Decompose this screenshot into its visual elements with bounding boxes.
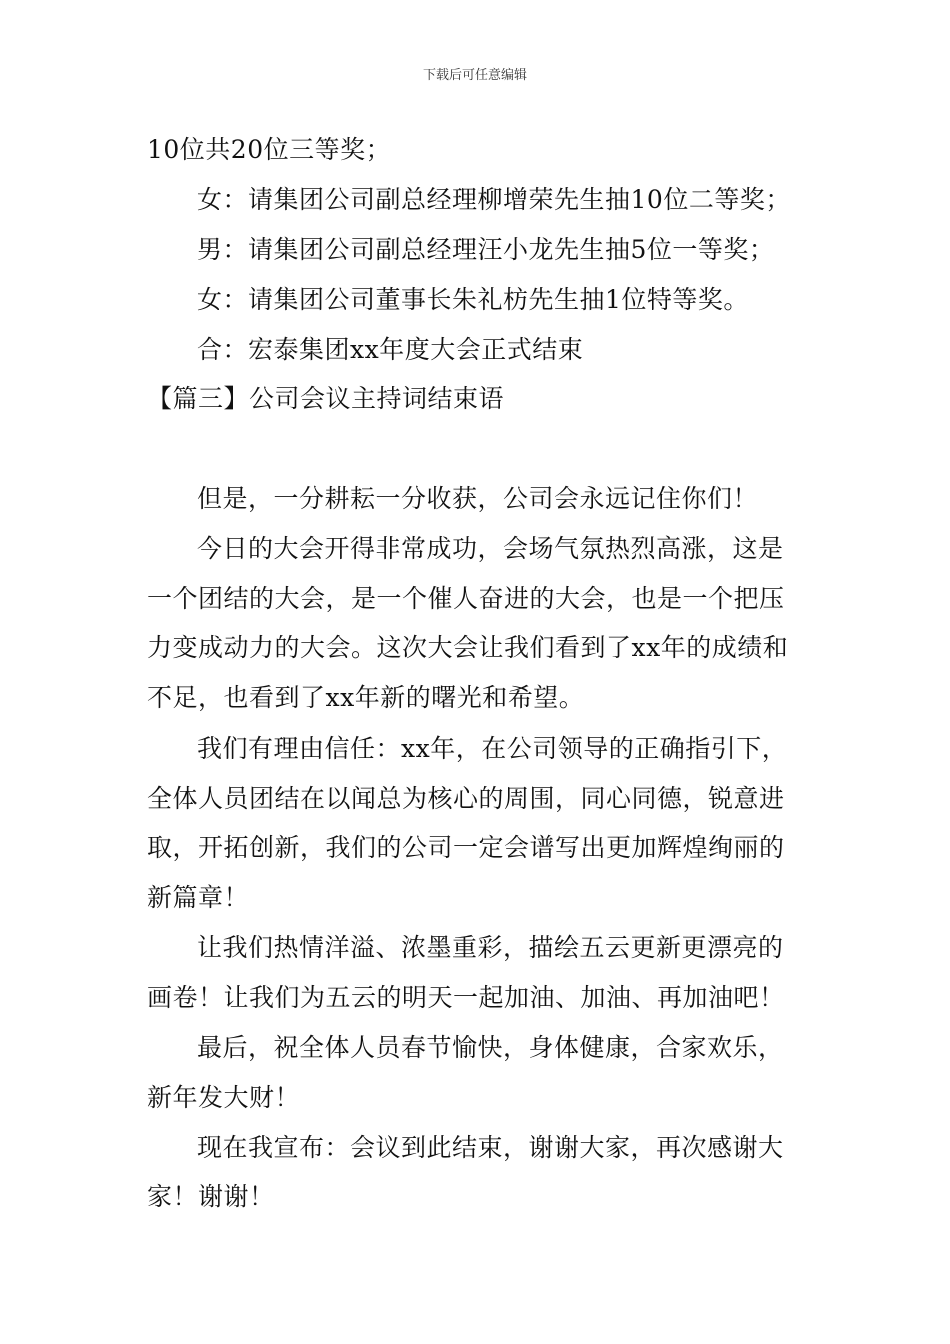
text-line: 今日的大会开得非常成功，会场气氛热烈高涨，这是 xyxy=(197,534,784,563)
text-line: 力变成动力的大会。这次大会让我们看到了xx年的成绩和 xyxy=(147,633,789,662)
text-line: 现在我宣布：会议到此结束，谢谢大家，再次感谢大 xyxy=(197,1133,784,1162)
section-heading: 【篇三】公司会议主持词结束语 xyxy=(147,384,505,413)
text-line: 但是，一分耕耘一分收获，公司会永远记住你们！ xyxy=(197,484,759,513)
text-line: 新篇章！ xyxy=(147,883,250,912)
text-line: 最后，祝全体人员春节愉快，身体健康，合家欢乐， xyxy=(197,1033,784,1062)
text-line: 全体人员团结在以闻总为核心的周围，同心同德，锐意进 xyxy=(147,784,785,813)
text-line: 新年发大财！ xyxy=(147,1083,301,1112)
page-header: 下载后可任意编辑 xyxy=(422,68,527,83)
text-line: 画卷！让我们为五云的明天一起加油、加油、再加油吧！ xyxy=(147,983,785,1012)
text-line: 不足，也看到了xx年新的曙光和希望。 xyxy=(147,683,585,712)
text-line: 一个团结的大会，是一个催人奋进的大会，也是一个把压 xyxy=(147,584,785,613)
text-line: 我们有理由信任：xx年，在公司领导的正确指引下， xyxy=(197,734,788,763)
text-line: 女：请集团公司董事长朱礼枋先生抽1位特等奖。 xyxy=(197,285,749,314)
text-line: 让我们热情洋溢、浓墨重彩，描绘五云更新更漂亮的 xyxy=(197,933,784,962)
text-line: 男：请集团公司副总经理汪小龙先生抽5位一等奖； xyxy=(197,235,775,264)
text-line: 女：请集团公司副总经理柳增荣先生抽10位二等奖； xyxy=(197,185,791,214)
text-line: 10位共20位三等奖； xyxy=(147,135,392,164)
text-line: 取，开拓创新，我们的公司一定会谱写出更加辉煌绚丽的 xyxy=(147,833,785,862)
text-line: 家！谢谢！ xyxy=(147,1182,275,1211)
text-line: 合：宏泰集团xx年度大会正式结束 xyxy=(197,335,584,364)
